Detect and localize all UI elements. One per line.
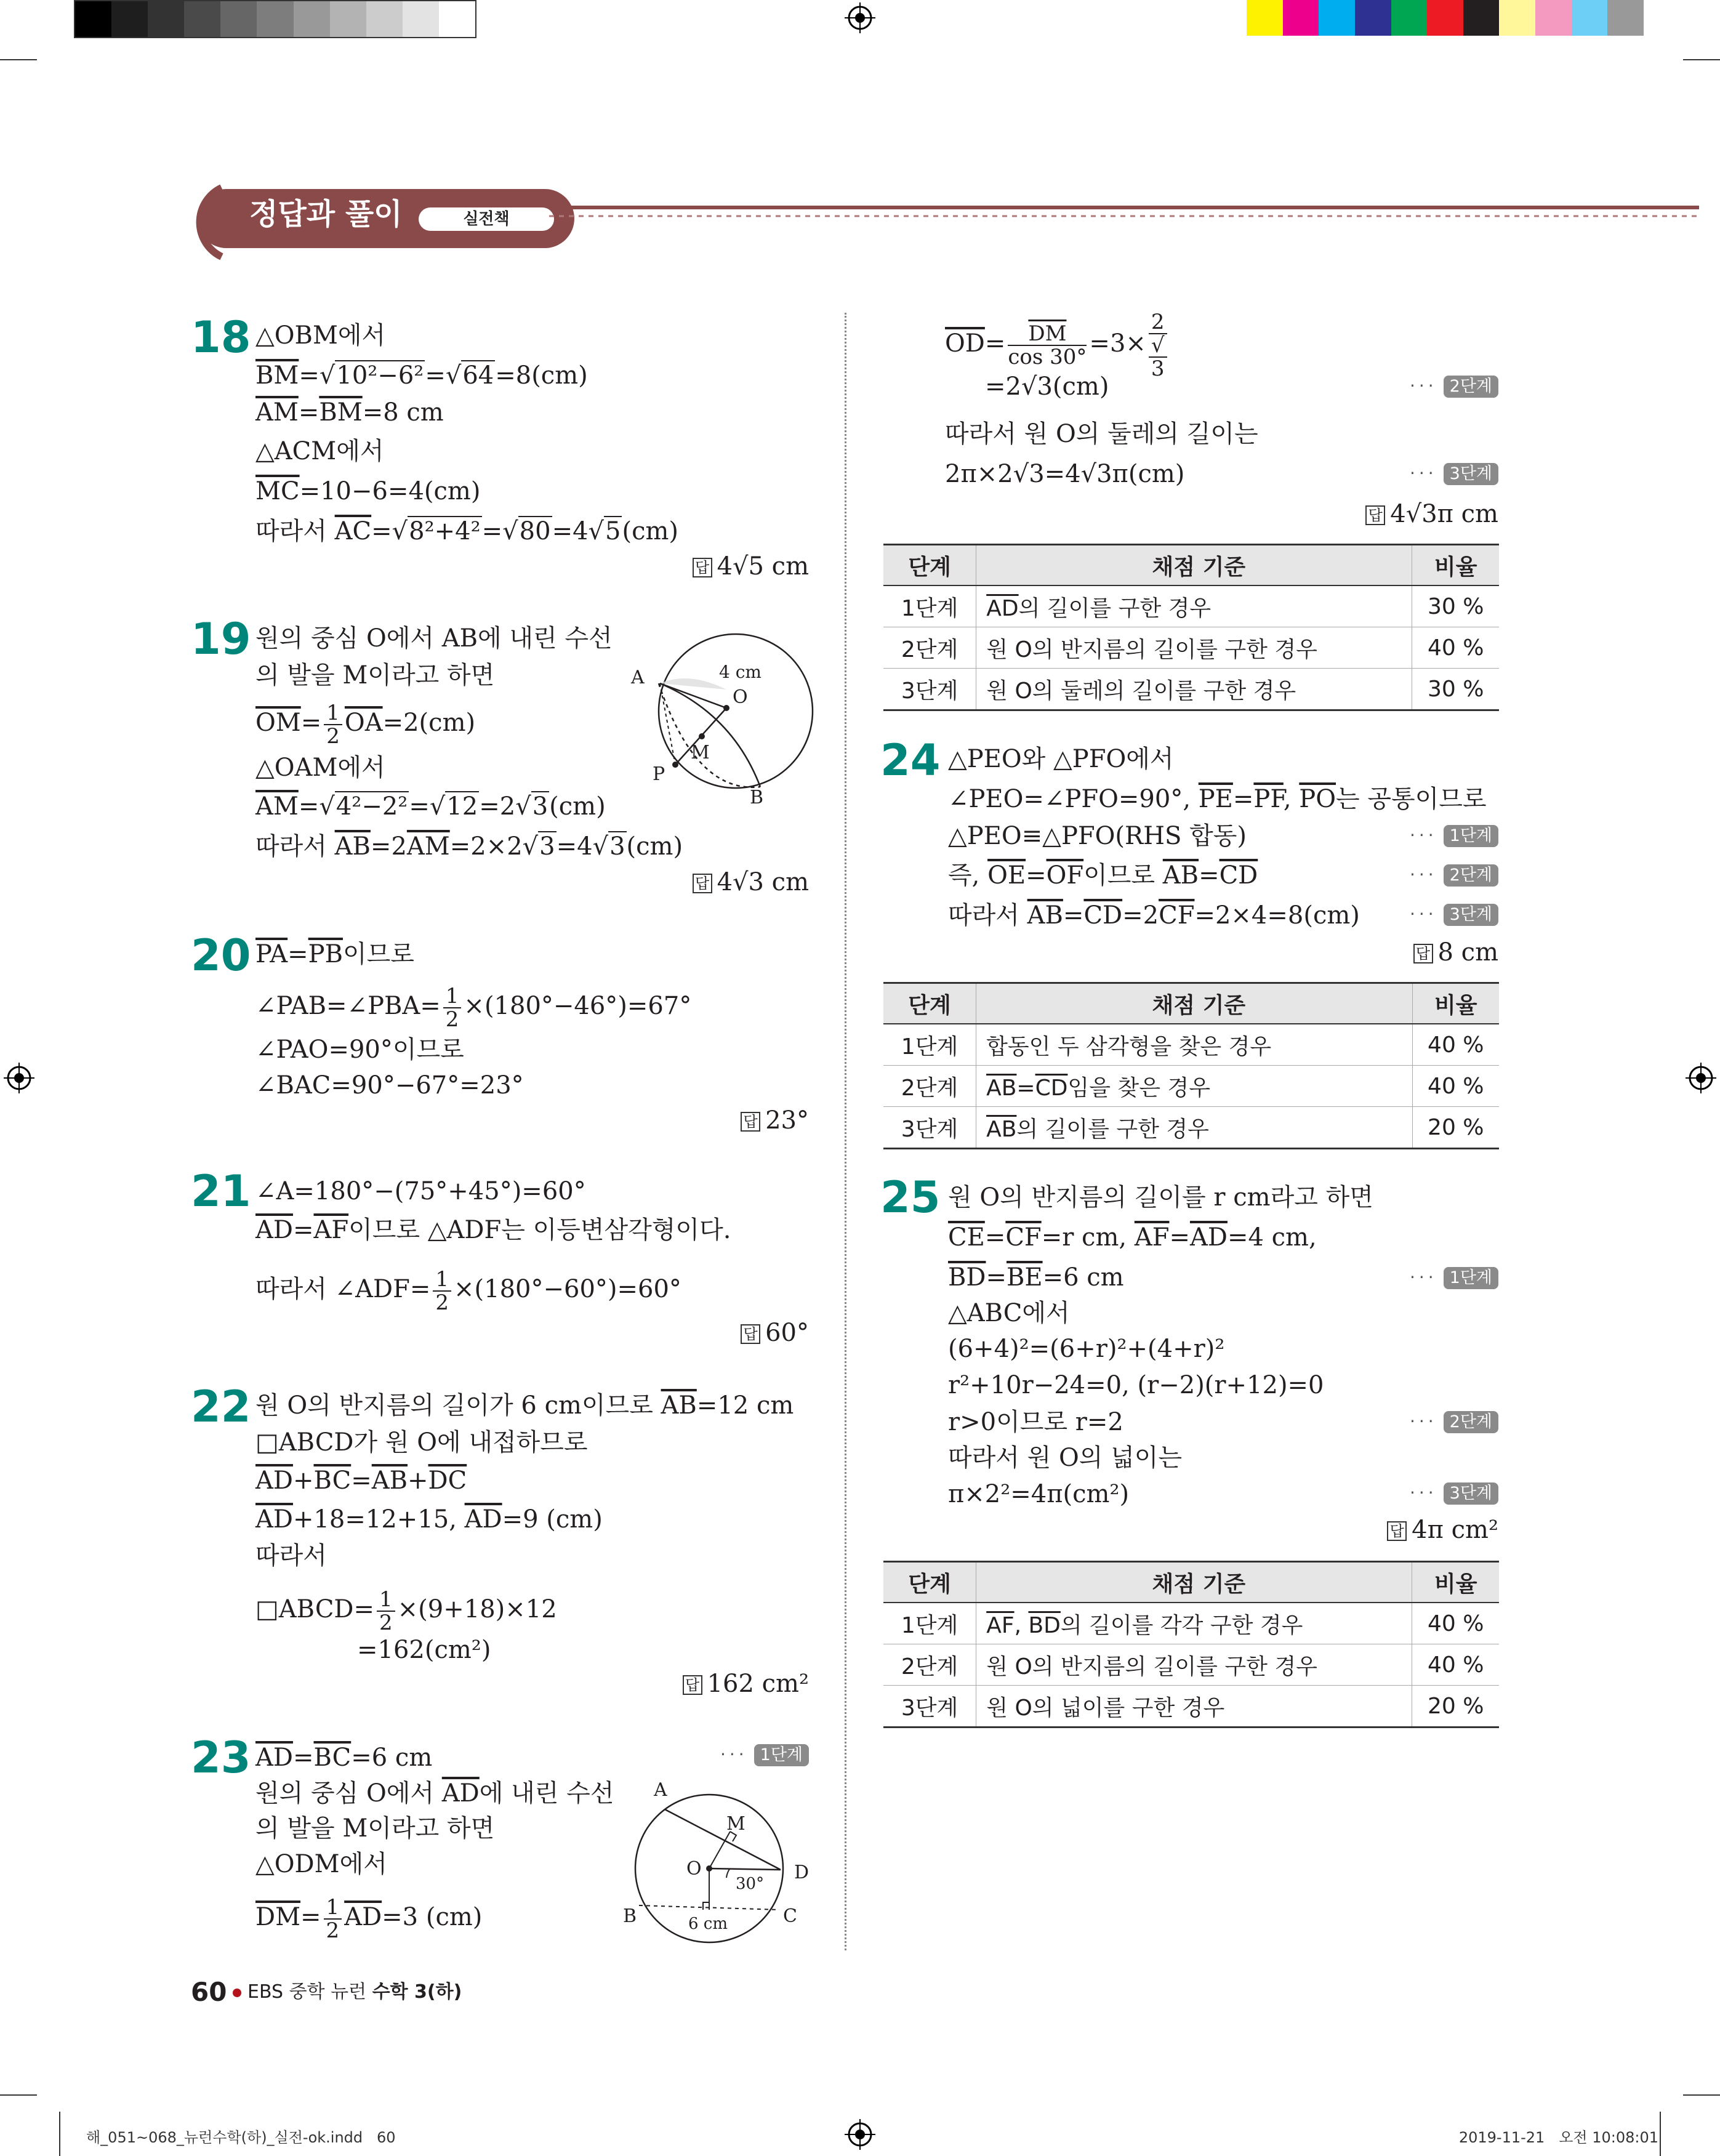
fig-label: A: [654, 1779, 667, 1801]
step-marker: ··· 3단계: [1410, 463, 1498, 485]
q22-line: $\overline{AD}+\overline{BC}=\overline{AB}+\overline{DC}$: [255, 1466, 467, 1495]
table-row: 2단계 $\overline{AB}=\overline{CD}$임을 찾은 경우 40 %: [883, 1066, 1499, 1107]
print-datetime: 2019-11-21 오전 10:08:01: [1458, 2129, 1658, 2146]
step-marker: ··· 3단계: [1410, 1482, 1498, 1505]
registration-mark-left: [4, 1063, 34, 1093]
crop-mark: [1683, 59, 1720, 60]
q22-line: =162(cm²): [357, 1636, 491, 1664]
answer: 답 4√5 cm: [693, 551, 809, 582]
q25-line: $\overline{CE}=\overline{CF}=r$ cm, $\overline{AF}=\overline{AD}=4$ cm,: [948, 1223, 1317, 1252]
fig-label: C: [783, 1905, 797, 1927]
q23-line: 2π×2√3=4√3π(cm): [945, 460, 1185, 488]
crop-mark: [59, 2112, 60, 2156]
question-number: 23: [191, 1732, 251, 1783]
crop-mark: [0, 2094, 37, 2096]
fig-label: M: [691, 742, 710, 763]
answer: 답 23°: [741, 1105, 809, 1136]
q25-line: (6+4)²=(6+r)²+(4+r)²: [948, 1335, 1225, 1363]
step-marker: ··· 1단계: [720, 1744, 809, 1766]
q21-line: ∠A=180°−(75°+45°)=60°: [255, 1177, 586, 1205]
table-row: 1단계 $\overline{AD}$의 길이를 구한 경우 30 %: [883, 585, 1499, 627]
grading-table-23: 단계 채점 기준 비율 1단계 $\overline{AD}$의 길이를 구한 경우 30 % 2단계 원 O의 반지름의 길이를 구한 경우 40 % 3단계 원 O의 둘레의 길이를 구한 경우 30 %: [883, 544, 1499, 711]
q24-line: 즉, $\overline{OE}=\overline{OF}$이므로 $\overline{AB}=\overline{CD}$: [948, 861, 1258, 890]
table-row: 2단계 원 O의 반지름의 길이를 구한 경우 40 %: [883, 627, 1499, 669]
fig-label: 30°: [736, 1875, 765, 1893]
q25-line: r²+10r−24=0, (r−2)(r+12)=0: [948, 1371, 1324, 1399]
table-row: 3단계 $\overline{AB}$의 길이를 구한 경우 20 %: [883, 1107, 1499, 1149]
question-number: 22: [191, 1382, 251, 1432]
question-number: 21: [191, 1166, 251, 1217]
answer: 답 8 cm: [1413, 937, 1499, 968]
step-marker: ··· 1단계: [1410, 825, 1498, 847]
q19-line: △OAM에서: [255, 754, 385, 782]
q21-line: $\overline{AD}=\overline{AF}$이므로 △ADF는 이등변삼각형이다.: [255, 1216, 731, 1244]
fig-label: O: [733, 686, 748, 708]
q20-line: ∠PAO=90°이므로: [255, 1036, 464, 1064]
page-number: 60: [191, 1977, 227, 2007]
q23-line: 원의 중심 O에서 $\overline{AD}$에 내린 수선: [255, 1779, 614, 1808]
question-number: 20: [191, 930, 251, 981]
q25-line: $\overline{BD}=\overline{BE}=6$ cm: [948, 1263, 1124, 1292]
grading-table-24: 단계 채점 기준 비율 1단계 합동인 두 삼각형을 찾은 경우 40 % 2단계 $\overline{AB}=\overline{CD}$임을 찾은 경우 40 % 3단계 $\overline{AB}$의 길이를 구한 경우 20 %: [883, 982, 1499, 1149]
q23-line: 의 발을 M이라고 하면: [255, 1814, 495, 1843]
q18-line: $\overline{AM}=\overline{BM}=8$ cm: [255, 398, 444, 427]
q18-line: $\overline{MC}=10-6=4(cm)$: [255, 477, 481, 505]
answer: 답 4π cm²: [1387, 1514, 1498, 1545]
q22-line: □ABCD= $\frac{1}{2}$ ×(9+18)×12: [255, 1587, 557, 1635]
q19-line: $\overline{AM}=√4^2-2^2=√12=2√3(cm)$: [255, 792, 606, 821]
q23-line: 따라서 원 O의 둘레의 길이는: [945, 420, 1258, 448]
column-divider: [845, 313, 846, 1950]
question-number: 18: [191, 312, 251, 363]
fig-label: A: [631, 667, 645, 688]
file-info: 해_051~068_뉴런수학(하)_실전-ok.indd 60: [86, 2129, 396, 2146]
fig-label: P: [653, 763, 665, 785]
fig-label: D: [794, 1862, 810, 1883]
crop-mark: [1660, 2112, 1661, 2156]
q22-line: 원 O의 반지름의 길이가 6 cm이므로 $\overline{AB}=12$ cm: [255, 1391, 794, 1420]
step-marker: ··· 2단계: [1410, 864, 1498, 887]
registration-mark-right: [1686, 1063, 1716, 1093]
q24-line: △PEO≡△PFO(RHS 합동): [948, 822, 1247, 850]
q25-line: 따라서 원 O의 넓이는: [948, 1444, 1183, 1472]
table-row: 3단계 원 O의 둘레의 길이를 구한 경우 30 %: [883, 669, 1499, 710]
q20-line: ∠BAC=90°−67°=23°: [255, 1071, 524, 1100]
answer: 답 60°: [741, 1317, 809, 1348]
fig-label: M: [726, 1813, 745, 1835]
table-row: 2단계 원 O의 반지름의 길이를 구한 경우 40 %: [883, 1644, 1499, 1686]
question-number: 24: [880, 735, 941, 786]
q25-line: △ABC에서: [948, 1299, 1070, 1327]
q25-line: 원 O의 반지름의 길이를 r cm라고 하면: [948, 1183, 1373, 1212]
step-marker: ··· 3단계: [1410, 904, 1498, 926]
grayscale-bar: [74, 0, 476, 38]
q24-line: 따라서 $\overline{AB}=\overline{CD}=2\overline{CF}=2\times 4=8(cm)$: [948, 901, 1360, 930]
q23-line: =2√3(cm): [985, 372, 1109, 401]
q23-line: $\overline{OD}=$ $\frac{\overline{DM}}{\cos 30^\circ}$ =3× 2 √ 3: [945, 311, 1170, 380]
color-bar: [1247, 0, 1644, 36]
q25-line: r>0이므로 r=2: [948, 1408, 1123, 1436]
q20-line: ∠PAB=∠PBA= $\frac{1}{2}$ ×(180°−46°)=67°: [255, 984, 692, 1032]
q20-line: $\overline{PA}=\overline{PB}$이므로: [255, 940, 414, 968]
q24-line: ∠PEO=∠PFO=90°, $\overline{PE}=\overline{PF}$, $\overline{PO}$는 공통이므로: [948, 785, 1487, 813]
q23-line: $\overline{AD}=\overline{BC}=6$ cm: [255, 1744, 433, 1772]
step-marker: ··· 2단계: [1410, 376, 1498, 398]
step-marker: ··· 2단계: [1410, 1411, 1498, 1433]
table-row: 1단계 합동인 두 삼각형을 찾은 경우 40 %: [883, 1024, 1499, 1066]
q18-line: △OBM에서: [255, 321, 386, 350]
q19-line: 의 발을 M이라고 하면: [255, 661, 495, 690]
fig-label: 4 cm: [719, 662, 762, 682]
q18-line: △ACM에서: [255, 437, 384, 465]
grading-table-25: 단계 채점 기준 비율 1단계 $\overline{AF}$, $\overline{BD}$의 길이를 각각 구한 경우 40 % 2단계 원 O의 반지름의 길이를 구한 경우 40 % 3단계 원 O의 넓이를 구한 경우 20 %: [883, 1561, 1499, 1728]
q21-line: 따라서 ∠ADF= $\frac{1}{2}$ ×(180°−60°)=60°: [255, 1267, 681, 1315]
crop-mark: [1683, 2094, 1720, 2096]
q22-line: 따라서: [255, 1542, 327, 1570]
table-row: 1단계 $\overline{AF}$, $\overline{BD}$의 길이를 각각 구한 경우 40 %: [883, 1603, 1499, 1644]
registration-mark-top: [845, 2, 875, 33]
q22-line: □ABCD가 원 O에 내접하므로: [255, 1428, 588, 1457]
step-marker: ··· 1단계: [1410, 1267, 1498, 1289]
q22-line: $\overline{AD}+18=12+15$, $\overline{AD}=9$ (cm): [255, 1505, 603, 1534]
footer-book: EBS 중학 뉴런 수학 3(하): [247, 1981, 462, 2003]
q19-line: 따라서 $\overline{AB}=2\overline{AM}=2\times 2√3=4√3(cm)$: [255, 832, 683, 861]
q19-line: 원의 중심 O에서 AB에 내린 수선: [255, 624, 613, 653]
q24-line: △PEO와 △PFO에서: [948, 745, 1174, 773]
registration-mark-bottom: [845, 2119, 875, 2150]
q25-line: π×2²=4π(cm²): [948, 1480, 1130, 1508]
q23-line: $\overline{DM}=$ $\frac{1}{2}$ $\overline{AD}=3$ (cm): [255, 1895, 483, 1943]
answer: 답 162 cm²: [683, 1668, 809, 1699]
question-number: 19: [191, 614, 251, 664]
question-number: 25: [880, 1172, 941, 1223]
crop-mark: [0, 59, 37, 60]
q18-line: $\overline{BM}=√10^2-6^2=√64=8(cm)$: [255, 361, 588, 390]
page-title: 정답과 풀이: [249, 197, 403, 231]
answer: 답 4√3 cm: [693, 867, 809, 898]
fig-label: 6 cm: [688, 1915, 728, 1933]
fig-label: B: [750, 787, 764, 808]
q18-line: 따라서 $\overline{AC}=√8^2+4^2=√80=4√5(cm)$: [255, 517, 679, 545]
footer-dot: [233, 1989, 241, 1997]
q23-line: △ODM에서: [255, 1850, 387, 1878]
book-badge: 실전책: [463, 210, 510, 228]
q19-line: $\overline{OM}=$ $\frac{1}{2}$ $\overline{OA}=2(cm)$: [255, 701, 476, 749]
table-row: 3단계 원 O의 넓이를 구한 경우 20 %: [883, 1686, 1499, 1728]
answer: 답 4√3π cm: [1365, 499, 1498, 529]
fig-label: B: [623, 1905, 637, 1927]
fig-label: O: [686, 1858, 702, 1880]
